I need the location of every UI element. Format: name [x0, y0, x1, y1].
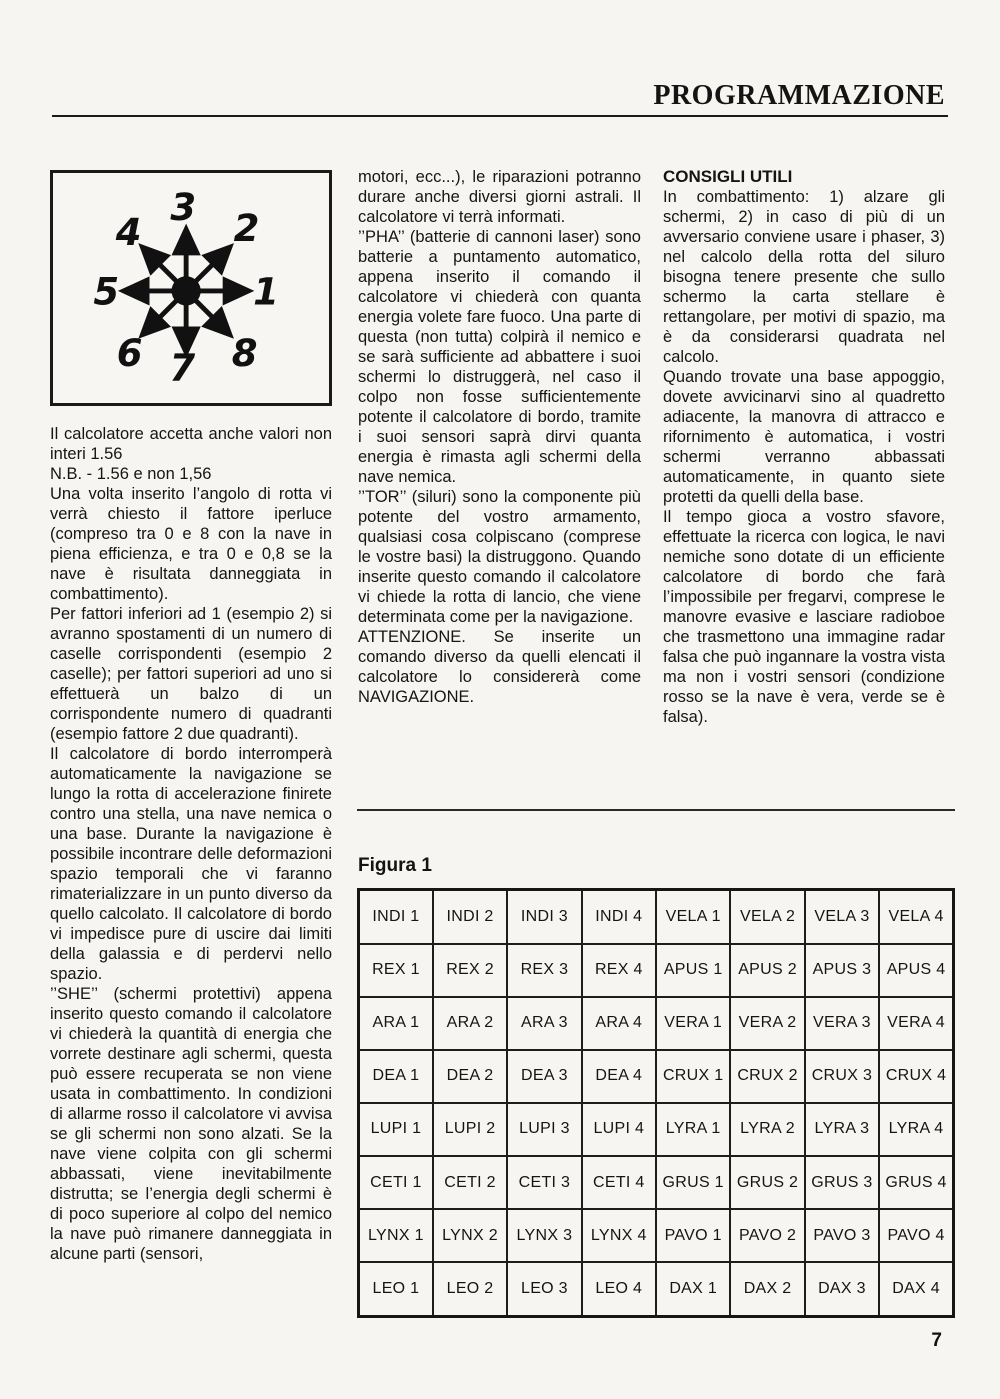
table-cell: DAX 3 — [805, 1262, 879, 1316]
column-right — [663, 167, 945, 727]
table-cell: GRUS 2 — [730, 1156, 804, 1209]
table-cell: VELA 4 — [879, 890, 953, 944]
paragraph: Quando trovate una base appoggio, dovete avvicinarvi sino al quadretto adiacente, la manovra di attracco e rifornimento è automatica, i vostri schermi verranno abbassati automaticamente, in quanto siete protetti da quelli della base. — [663, 368, 945, 506]
paragraph: Per fattori inferiori ad 1 (esempio 2) si avranno spostamenti di un numero di caselle corrispondenti (esempio 2 caselle); per fattori superiori ad uno si effettuerà un balzo di un corrispondente numero di quadranti (esempio fattore 2 due quadranti). — [50, 605, 332, 743]
figure-caption: Figura 1 — [358, 855, 432, 876]
table-cell: REX 3 — [507, 944, 581, 997]
table-cell: DEA 4 — [582, 1050, 656, 1103]
section-divider — [357, 809, 955, 811]
section-heading: CONSIGLI UTILI — [663, 167, 793, 186]
table-cell: LYRA 4 — [879, 1103, 953, 1156]
table-cell: LEO 2 — [433, 1262, 507, 1316]
table-row — [359, 1103, 954, 1156]
table-cell: ARA 3 — [507, 997, 581, 1050]
table-cell: LYNX 4 — [582, 1209, 656, 1262]
table-cell: PAVO 1 — [656, 1209, 730, 1262]
table-cell: GRUS 3 — [805, 1156, 879, 1209]
compass-label-southwest: 6 — [116, 331, 143, 375]
table-row — [359, 1262, 954, 1316]
table-cell: APUS 3 — [805, 944, 879, 997]
table-cell: INDI 1 — [359, 890, 433, 944]
table-cell: ARA 2 — [433, 997, 507, 1050]
table-row — [359, 944, 954, 997]
table-cell: VERA 1 — [656, 997, 730, 1050]
table-cell: CETI 2 — [433, 1156, 507, 1209]
table-cell: VELA 3 — [805, 890, 879, 944]
table-cell: LEO 4 — [582, 1262, 656, 1316]
table-cell: CRUX 3 — [805, 1050, 879, 1103]
table-row — [359, 1209, 954, 1262]
table-cell: CRUX 4 — [879, 1050, 953, 1103]
compass-label-north: 3 — [170, 185, 197, 229]
table-cell: REX 2 — [433, 944, 507, 997]
table-cell: LEO 1 — [359, 1262, 433, 1316]
table-cell: LUPI 3 — [507, 1103, 581, 1156]
table-cell: INDI 3 — [507, 890, 581, 944]
table-row — [359, 1050, 954, 1103]
table-cell: GRUS 4 — [879, 1156, 953, 1209]
table-cell: REX 4 — [582, 944, 656, 997]
table-cell: PAVO 2 — [730, 1209, 804, 1262]
table-cell: LYNX 2 — [433, 1209, 507, 1262]
header-divider — [52, 115, 948, 117]
table-cell: CRUX 2 — [730, 1050, 804, 1103]
paragraph: In combattimento: 1) alzare gli schermi, 2) in caso di più di un avversario conviene usare i phaser, 3) nel calcolo della rotta del siluro bisogna tenere presente che sullo schermo la carta stellare è rettangolare, per motivi di spazio, ma è da considerarsi quadrata nel calcolo. — [663, 188, 945, 366]
paragraph: Una volta inserito l’angolo di rotta vi verrà chiesto il fattore iperluce (compreso tra 0 e 8 con la nave in piena efficienza, e tra 0 e 0,8 se la nave è risultata danneggiata in combattimento). — [50, 485, 332, 603]
table-cell: DAX 4 — [879, 1262, 953, 1316]
compass-center-dot — [172, 276, 201, 305]
table-cell: CRUX 1 — [656, 1050, 730, 1103]
column-middle — [358, 167, 641, 707]
table-cell: DEA 2 — [433, 1050, 507, 1103]
table-cell: INDI 2 — [433, 890, 507, 944]
table-cell: LYRA 2 — [730, 1103, 804, 1156]
paragraph: motori, ecc...), le riparazioni potranno durare anche diversi giorni astrali. Il calcolatore vi terrà informati. — [358, 168, 641, 226]
paragraph: Il tempo gioca a vostro sfavore, effettuate la ricerca con logica, le navi nemiche sono dotate di un efficiente calcolatore di bordo che farà l’impossibile per fregarvi, comprese le manovre evasive e lasciare radioboe che trasmettono una immagine radar falsa che può ingannare la vostra vista ma non i vostri sensori (condizione rosso se la nave è vera, verde se è falsa). — [663, 508, 945, 726]
compass-label-southeast: 8 — [231, 331, 258, 375]
table-cell: LYNX 1 — [359, 1209, 433, 1262]
compass-label-west: 5 — [93, 270, 120, 314]
table-cell: LEO 3 — [507, 1262, 581, 1316]
table-cell: ARA 1 — [359, 997, 433, 1050]
compass-rose-icon — [53, 173, 329, 403]
paragraph: N.B. - 1.56 e non 1,56 — [50, 465, 212, 483]
table-cell: PAVO 3 — [805, 1209, 879, 1262]
table-cell: LYRA 1 — [656, 1103, 730, 1156]
column-left — [50, 424, 332, 1264]
star-map-table — [357, 888, 955, 1318]
table-cell: APUS 2 — [730, 944, 804, 997]
direction-compass-figure — [50, 170, 332, 406]
table-cell: LYRA 3 — [805, 1103, 879, 1156]
paragraph: Il calcolatore accetta anche valori non interi 1.56 — [50, 425, 332, 463]
table-cell: CETI 3 — [507, 1156, 581, 1209]
compass-label-northwest: 4 — [115, 211, 142, 255]
table-cell: REX 1 — [359, 944, 433, 997]
table-cell: PAVO 4 — [879, 1209, 953, 1262]
page-title: PROGRAMMAZIONE — [653, 80, 945, 111]
table-cell: LUPI 4 — [582, 1103, 656, 1156]
table-cell: VERA 4 — [879, 997, 953, 1050]
paragraph: ’’PHA’’ (batterie di cannoni laser) sono batterie a puntamento automatico, appena inserito il comando il calcolatore vi chiederà con quanta energia volete fare fuoco. Una parte di questa (non tutta) colpirà il nemico e se sarà sufficiente ad abbattere i suoi schermi lo distruggerà, nel caso il colpo non fosse sufficientemente potente il calcolatore di bordo, tramite i suoi sensori saprà dirvi quanta energia è rimasta agli schermi della nave nemica. — [358, 228, 641, 486]
table-cell: VERA 3 — [805, 997, 879, 1050]
paragraph: ATTENZIONE. Se inserite un comando diverso da quelli elencati il calcolatore lo considererà come NAVIGAZIONE. — [358, 628, 641, 706]
table-cell: DEA 3 — [507, 1050, 581, 1103]
compass-label-south: 7 — [169, 346, 196, 390]
table-cell: APUS 1 — [656, 944, 730, 997]
compass-label-northeast: 2 — [233, 207, 260, 251]
table-cell: VELA 1 — [656, 890, 730, 944]
table-cell: DAX 1 — [656, 1262, 730, 1316]
table-cell: GRUS 1 — [656, 1156, 730, 1209]
table-cell: DAX 2 — [730, 1262, 804, 1316]
table-row — [359, 997, 954, 1050]
paragraph: ’’TOR’’ (siluri) sono la componente più potente del vostro armamento, qualsiasi cosa colpiscano (comprese le vostre basi) la distruggono. Quando inserite questo comando il calcolatore vi chiede la rotta di lancio, che viene determinata come per la navigazione. — [358, 488, 641, 626]
table-cell: VERA 2 — [730, 997, 804, 1050]
table-cell: CETI 4 — [582, 1156, 656, 1209]
page-number: 7 — [931, 1330, 942, 1351]
paragraph: Il calcolatore di bordo interromperà automaticamente la navigazione se lungo la rotta di accelerazione finirete contro una stella, una nave nemica o una base. Durante la navigazione è possibile incontrare delle deformazioni spazio temporali che vi faranno rimaterializzare in un punto diverso da quello calcolato. Il calcolatore di bordo vi impedisce pure di uscire dai limiti della galassia e di perdervi nello spazio. — [50, 745, 332, 983]
compass-label-east: 1 — [253, 270, 279, 314]
table-cell: ARA 4 — [582, 997, 656, 1050]
table-cell: VELA 2 — [730, 890, 804, 944]
paragraph: ’’SHE’’ (schermi protettivi) appena inserito questo comando il calcolatore vi chiederà la quantità di energia che vorrete destinare agli schermi, questa può essere recuperata se non viene usata in combattimento. In condizioni di allarme rosso il calcolatore vi avvisa se gli schermi non sono alzati. Se la nave viene colpita con gli schermi abbassati, viene inevitabilmente distrutta; se l’energia degli schermi è di poco superiore al colpo del nemico la nave può rimanere danneggiata in alcune parti (sensori, — [50, 985, 332, 1263]
table-cell: INDI 4 — [582, 890, 656, 944]
table-cell: APUS 4 — [879, 944, 953, 997]
table-cell: LUPI 2 — [433, 1103, 507, 1156]
table-row — [359, 1156, 954, 1209]
table-cell: LYNX 3 — [507, 1209, 581, 1262]
table-cell: DEA 1 — [359, 1050, 433, 1103]
table-row — [359, 890, 954, 944]
table-cell: CETI 1 — [359, 1156, 433, 1209]
table-cell: LUPI 1 — [359, 1103, 433, 1156]
